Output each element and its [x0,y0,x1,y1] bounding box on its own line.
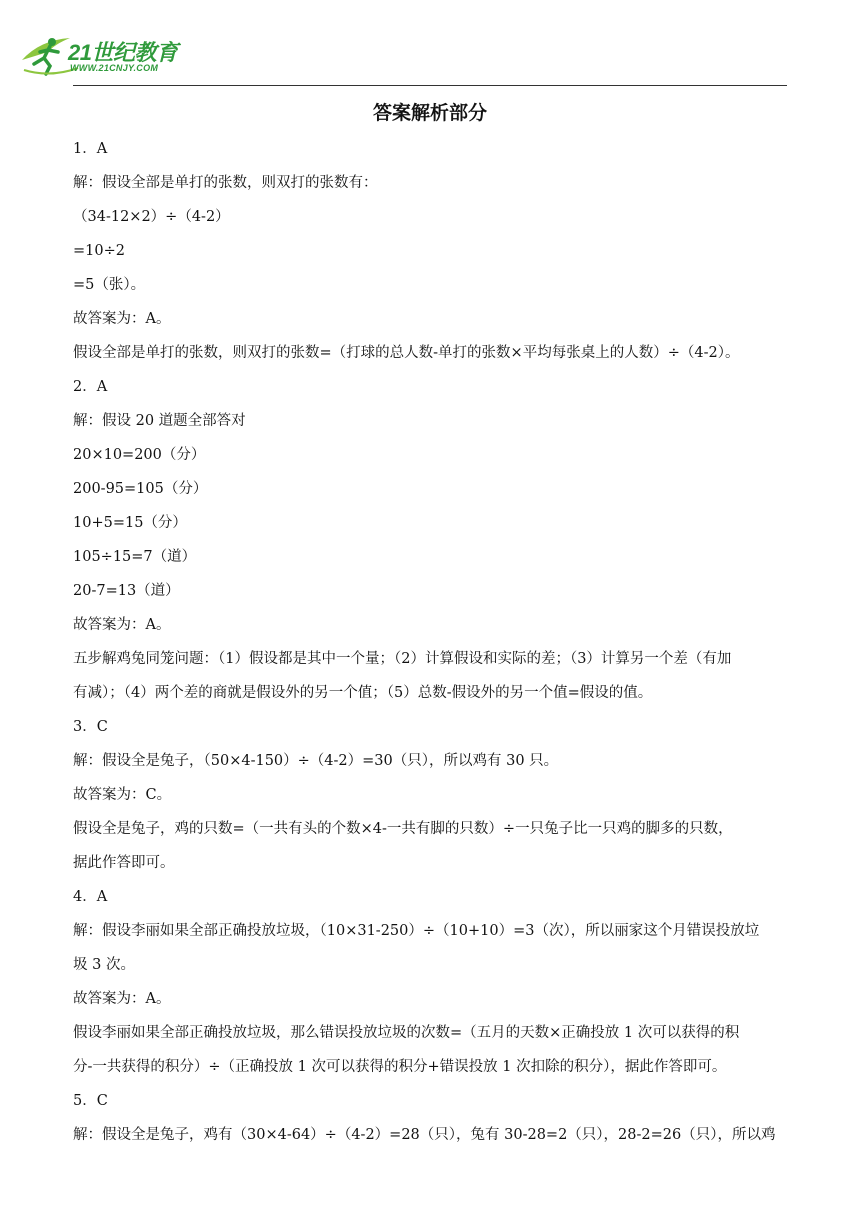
explanation-line: 假设全部是单打的张数，则双打的张数=（打球的总人数-单打的张数×平均每张桌上的人数）÷（4-2）。 [73,345,740,361]
solution-line: 解：假设全部是单打的张数，则双打的张数有： [73,175,378,191]
question-number: 4．A [73,889,108,905]
explanation-line: 假设李丽如果全部正确投放垃圾，那么错误投放垃圾的次数=（五月的天数×正确投放 1 次可以获得的积 [73,1025,740,1041]
solution-line: 105÷15=7（道） [73,549,197,565]
solution-line: 圾 3 次。 [73,957,135,973]
solution-line: 解：假设 20 道题全部答对 [73,413,246,429]
explanation-line: 据此作答即可。 [73,855,175,871]
explanation-line: 五步解鸡兔同笼问题：（1）假设都是其中一个量；（2）计算假设和实际的差；（3）计算另一个差（有加 [73,651,732,667]
solution-line: 20×10=200（分） [73,447,206,463]
question-number: 2．A [73,379,108,395]
page-header [0,0,860,90]
solution-line: （34-12×2）÷（4-2） [73,209,230,225]
question-number: 1．A [73,141,108,157]
header-divider [73,85,787,86]
answer-line: 故答案为：A。 [73,617,171,633]
solution-line: 200-95=105（分） [73,481,208,497]
answer-content [73,132,789,1152]
explanation-line: 假设全是兔子，鸡的只数=（一共有头的个数×4-一共有脚的只数）÷一只兔子比一只鸡的脚多的只数， [73,821,733,837]
logo-text: 21世纪教育 [68,40,178,65]
explanation-line: 有减）；（4）两个差的商就是假设外的另一个值；（5）总数-假设外的另一个值=假设的值。 [73,685,653,701]
question-number: 5．C [73,1093,108,1109]
solution-line: =5（张）。 [73,277,146,293]
page-title: 答案解析部分 [372,102,487,124]
solution-line: 解：假设全是兔子，（50×4-150）÷（4-2）=30（只），所以鸡有 30 只。 [73,753,559,769]
explanation-line: 分-一共获得的积分）÷（正确投放 1 次可以获得的积分+错误投放 1 次扣除的积分），据此作答即可。 [73,1059,727,1075]
question-number: 3．C [73,719,108,735]
answer-line: 故答案为：A。 [73,991,171,1007]
solution-line: 20-7=13（道） [73,583,180,599]
logo-url: WWW.21CNJY.COM [70,63,159,73]
solution-line: 解：假设李丽如果全部正确投放垃圾，（10×31-250）÷（10+10）=3（次），所以丽家这个月错误投放垃 [73,923,760,939]
answer-line: 故答案为：A。 [73,311,171,327]
solution-line: 解：假设全是兔子，鸡有（30×4-64）÷（4-2）=28（只），兔有 30-28=2（只），28-2=26（只），所以鸡 [73,1127,776,1143]
solution-line: =10÷2 [73,243,125,259]
answer-line: 故答案为：C。 [73,787,172,803]
solution-line: 10+5=15（分） [73,515,187,531]
